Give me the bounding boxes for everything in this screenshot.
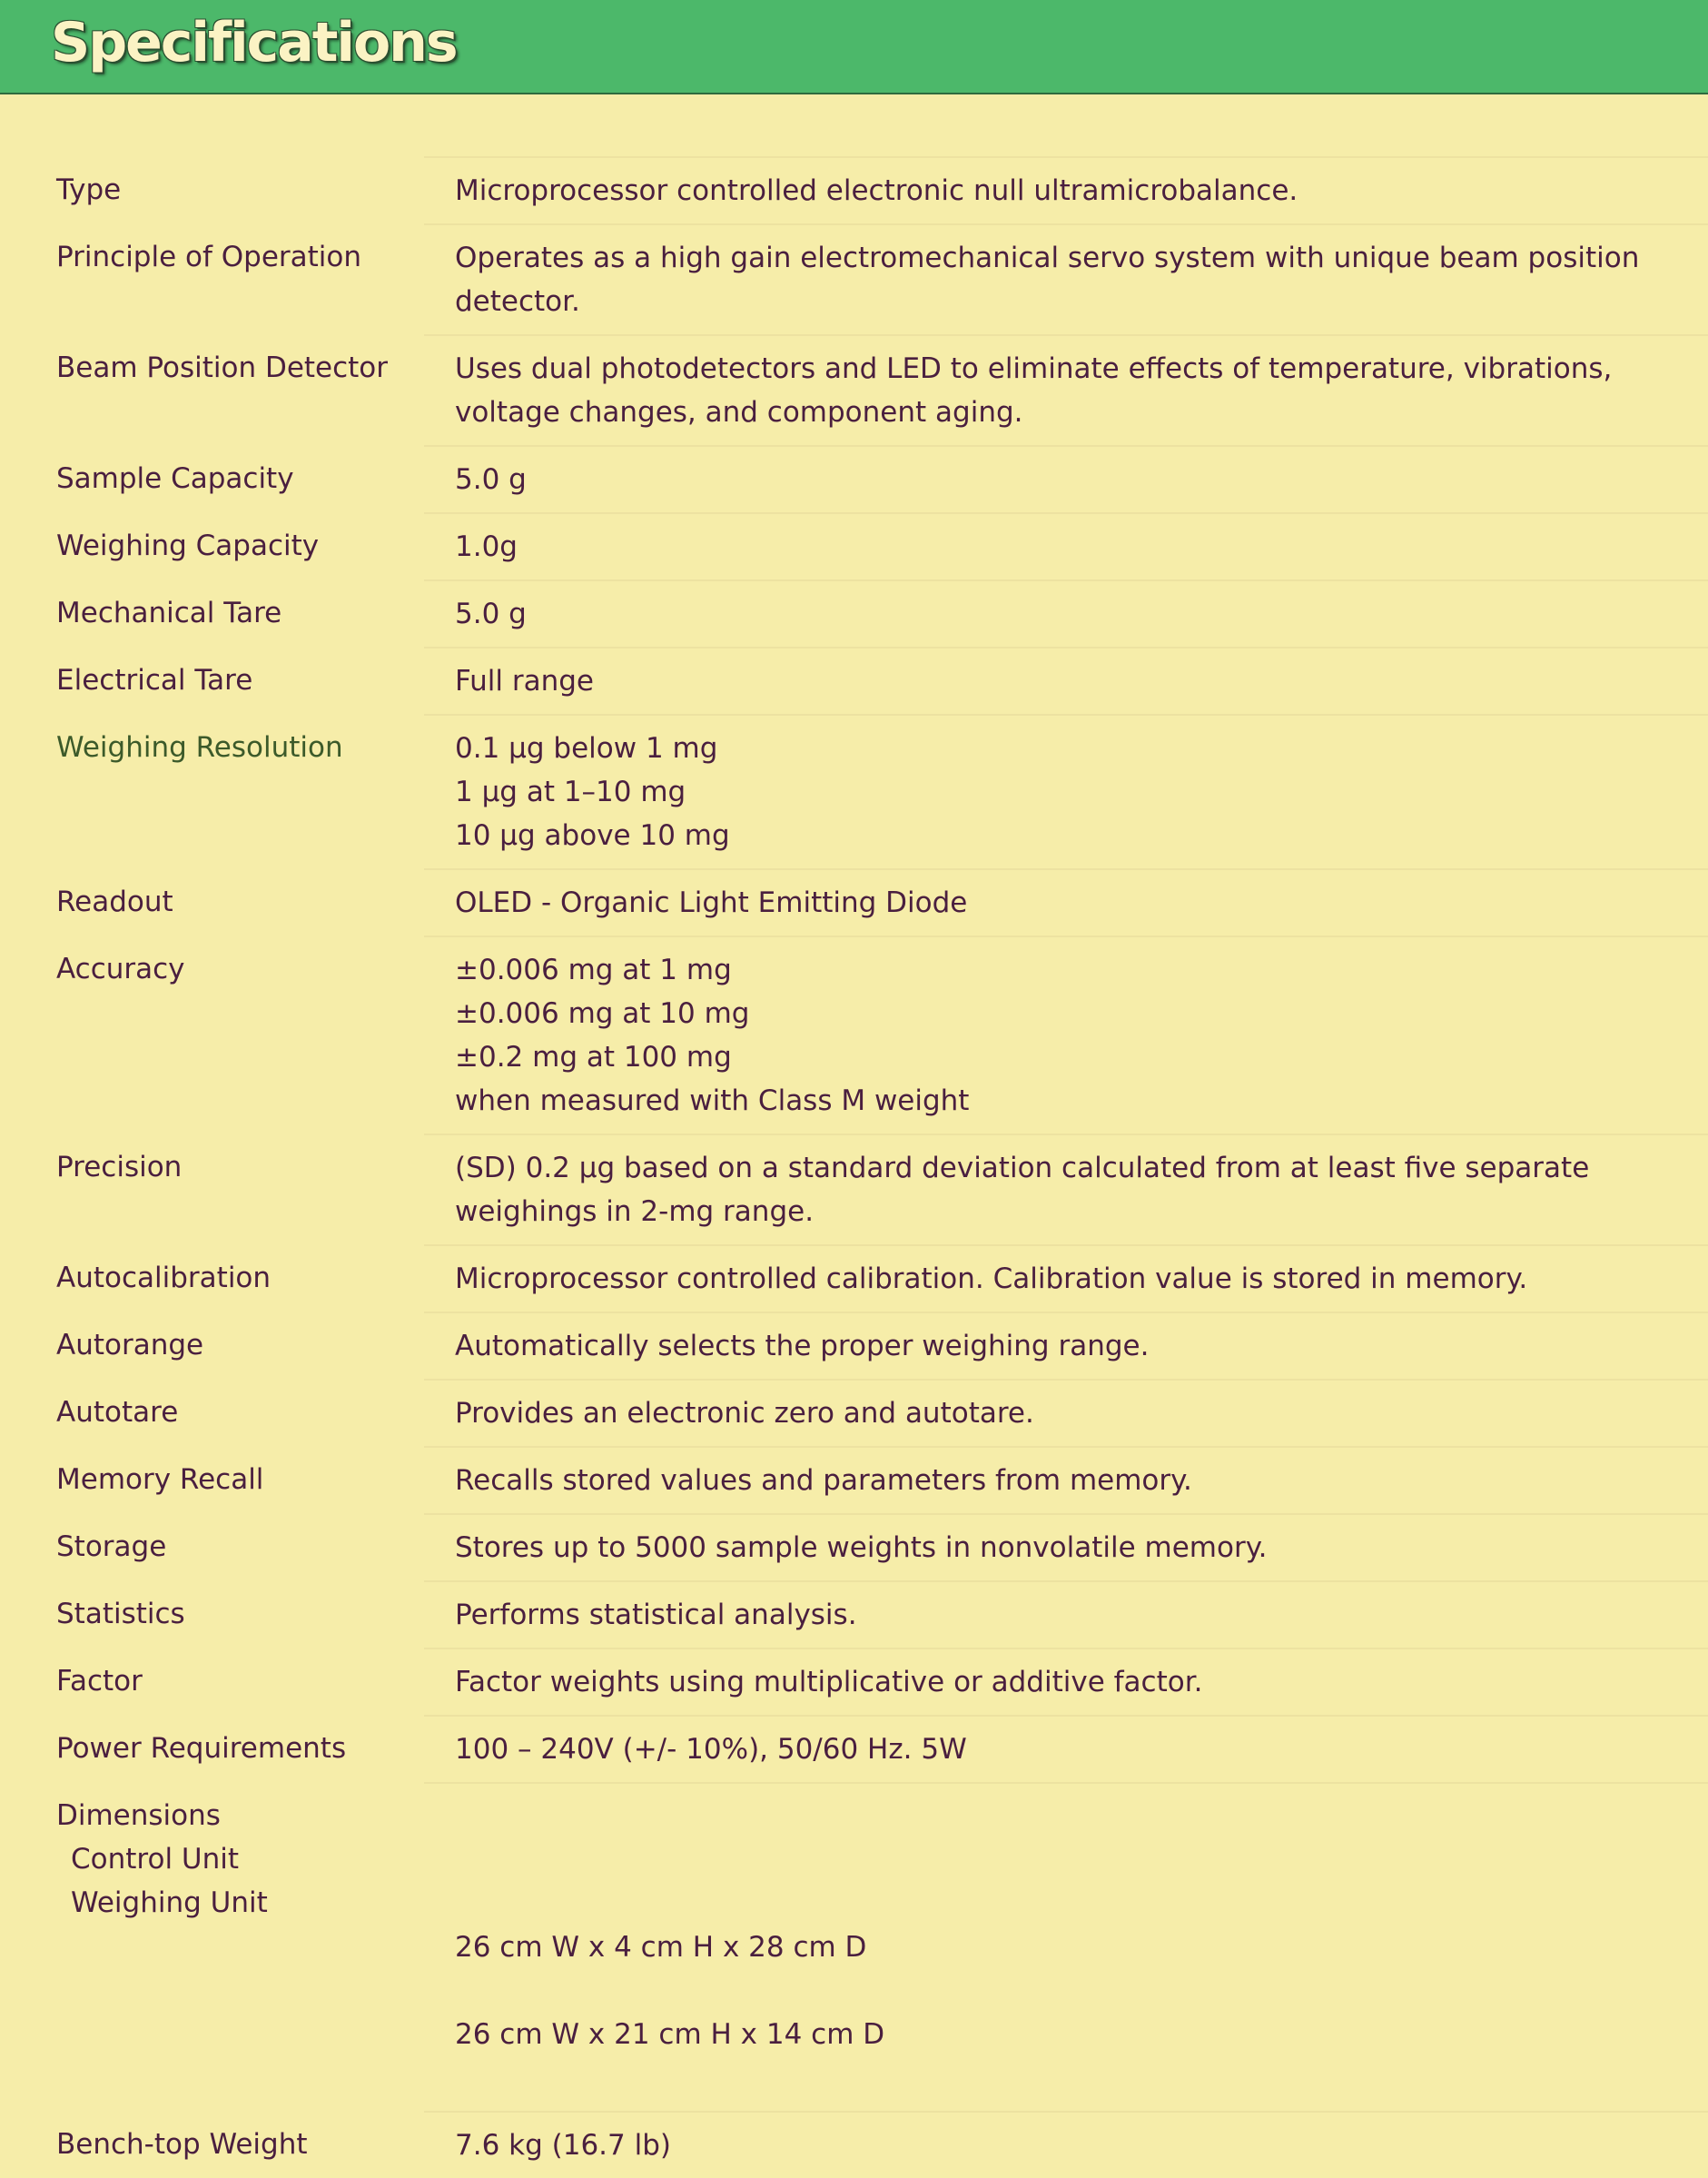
spec-row-weighing-capacity (0, 513, 1708, 580)
spec-value: Stores up to 5000 sample weights in nonvolatile memory. (424, 1514, 1708, 1581)
spec-label: Statistics (56, 1598, 185, 1630)
spec-label: Factor (56, 1665, 143, 1698)
spec-row-storage (0, 1514, 1708, 1581)
page-title: Specifications (51, 11, 457, 74)
spec-value: (SD) 0.2 µg based on a standard deviation calculated from at least five separate weighings in 2-mg range. (424, 1134, 1708, 1245)
spec-value: Microprocessor controlled electronic null ultramicrobalance. (424, 157, 1708, 224)
spec-label: Memory Recall (56, 1463, 264, 1496)
spec-row-sample-capacity (0, 446, 1708, 513)
spec-row-factor (0, 1648, 1708, 1716)
spec-label: Weighing Capacity (56, 530, 320, 562)
spec-label: Autotare (56, 1396, 179, 1429)
spec-row-power-requirements (0, 1716, 1708, 1783)
spec-value-weighing-unit: 26 cm W x 21 cm H x 14 cm D (455, 2018, 885, 2051)
spec-label: Electrical Tare (56, 664, 253, 697)
spec-value: Factor weights using multiplicative or additive factor. (424, 1648, 1708, 1716)
spec-value-control-unit: 26 cm W x 4 cm H x 28 cm D (455, 1931, 867, 1964)
spec-row-accuracy (0, 936, 1708, 1134)
spec-row-electrical-tare (0, 648, 1708, 715)
spec-value-group (424, 1783, 1708, 2112)
spec-row-bench-top-weight (0, 2112, 1708, 2178)
spec-label: Weighing Resolution (56, 731, 343, 764)
spec-label: Readout (56, 886, 173, 918)
spec-row-memory-recall (0, 1447, 1708, 1514)
spec-row-autocalibration (0, 1245, 1708, 1312)
spec-value: Automatically selects the proper weighing range. (424, 1312, 1708, 1380)
spec-value: Provides an electronic zero and autotare. (424, 1380, 1708, 1447)
spec-value: Performs statistical analysis. (424, 1581, 1708, 1648)
spec-label: Mechanical Tare (56, 597, 282, 629)
spec-row-principle-of-operation (0, 224, 1708, 335)
spec-row-statistics (0, 1581, 1708, 1648)
spec-value: 5.0 g (424, 580, 1708, 648)
spec-label: Storage (56, 1530, 167, 1563)
spec-label: Dimensions (56, 1799, 221, 1832)
spec-row-dimensions (0, 1783, 1708, 2112)
spec-label: Type (56, 173, 122, 206)
spec-value: OLED - Organic Light Emitting Diode (424, 869, 1708, 936)
spec-value: Operates as a high gain electromechanical servo system with unique beam position detector. (424, 224, 1708, 335)
spec-row-autotare (0, 1380, 1708, 1447)
spec-row-autorange (0, 1312, 1708, 1380)
spec-sub-label-control-unit: Control Unit (71, 1843, 240, 1876)
spec-value: 0.1 µg below 1 mg 1 µg at 1–10 mg 10 µg above 10 mg (424, 715, 1708, 869)
spec-label: Precision (56, 1151, 183, 1183)
section-header (0, 0, 1708, 94)
spec-row-precision (0, 1134, 1708, 1245)
spec-value: ±0.006 mg at 1 mg ±0.006 mg at 10 mg ±0.2 mg at 100 mg when measured with Class M weight (424, 936, 1708, 1134)
spec-label-group (0, 1783, 424, 2112)
spec-row-type (0, 157, 1708, 224)
spec-value: 5.0 g (424, 446, 1708, 513)
spec-label: Autorange (56, 1329, 204, 1361)
spec-label: Bench-top Weight (56, 2128, 308, 2161)
spec-value: Microprocessor controlled calibration. Calibration value is stored in memory. (424, 1245, 1708, 1312)
spec-label: Power Requirements (56, 1732, 347, 1765)
spec-sub-label-weighing-unit: Weighing Unit (71, 1886, 268, 1919)
spec-value: Recalls stored values and parameters from memory. (424, 1447, 1708, 1514)
spec-value: Full range (424, 648, 1708, 715)
spec-value: Uses dual photodetectors and LED to eliminate effects of temperature, vibrations, voltage changes, and component aging. (424, 335, 1708, 446)
spec-label: Sample Capacity (56, 462, 294, 495)
spec-row-mechanical-tare (0, 580, 1708, 648)
spec-row-weighing-resolution (0, 715, 1708, 869)
spec-label: Principle of Operation (56, 241, 362, 273)
specifications-table (0, 156, 1708, 2178)
spec-value: 7.6 kg (16.7 lb) (424, 2112, 1708, 2178)
spec-label: Accuracy (56, 953, 185, 985)
spec-value: 100 – 240V (+/- 10%), 50/60 Hz. 5W (424, 1716, 1708, 1783)
spec-row-readout (0, 869, 1708, 936)
spec-label: Beam Position Detector (56, 351, 389, 384)
spec-row-beam-position-detector (0, 335, 1708, 446)
spec-label: Autocalibration (56, 1262, 272, 1294)
spec-value: 1.0g (424, 513, 1708, 580)
